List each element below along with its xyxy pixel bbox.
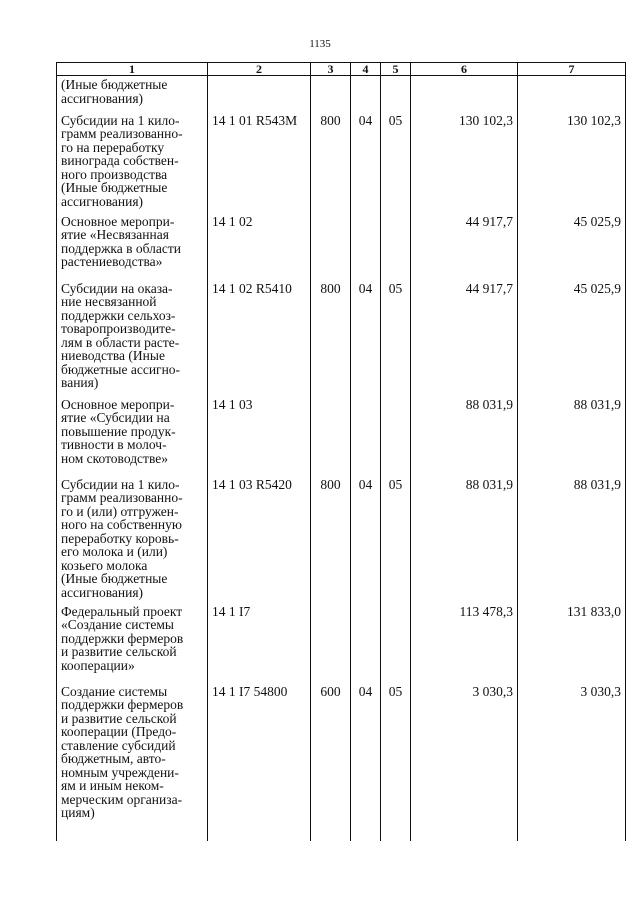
row-code: 14 1 01 R543M [208,110,311,211]
row-pr [381,211,411,278]
row-vr [311,211,351,278]
budget-table [56,62,626,841]
row-name: Основное меропри- ятие «Несвязанная поддержка в области растениеводства» [57,211,208,278]
row-pr: 05 [381,110,411,211]
row-vr: 800 [311,110,351,211]
row-name: Субсидии на оказа- ние несвязанной поддержки сельхоз- товаропроизводите- лям в области расте- ниеводства (Иные бюджетные ассигно- вания) [57,278,208,394]
row-sum-1: 44 917,7 [411,211,518,278]
table-row [57,211,626,278]
row-pr: 05 [381,278,411,394]
row-sum-2: 131 833,0 [518,601,626,681]
row-vr: 800 [311,474,351,601]
row-name: Федеральный проект «Создание системы поддержки фермеров и развитие сельской кооперации» [57,601,208,681]
row-sum-1: 88 031,9 [411,474,518,601]
row-sum-1: 88 031,9 [411,394,518,474]
row-name: Субсидии на 1 кило- грамм реализованно- го и (или) отгружен- ного на собственную переработку коровь- его молока и (или) козьего молока (Иные бюджетные ассигнования) [57,474,208,601]
col-header-6: 6 [411,63,518,76]
header-row [57,63,626,76]
row-rz: 04 [351,474,381,601]
row-rz: 04 [351,278,381,394]
row-rz [351,211,381,278]
col-header-5: 5 [381,63,411,76]
row-sum-2: 88 031,9 [518,474,626,601]
table-row [57,474,626,601]
row-pr [381,601,411,681]
col-header-4: 4 [351,63,381,76]
row-sum-1: 113 478,3 [411,601,518,681]
page-number: 1135 [309,38,331,50]
col-header-1: 1 [57,63,208,76]
table-row [57,76,626,110]
row-rz: 04 [351,681,381,841]
row-vr [311,394,351,474]
col-header-7: 7 [518,63,626,76]
row-name: Субсидии на 1 кило- грамм реализованно- го на переработку винограда собствен- ного производства (Иные бюджетные ассигнования) [57,110,208,211]
row-vr: 600 [311,681,351,841]
row-code [208,76,311,110]
row-sum-2: 3 030,3 [518,681,626,841]
table-row [57,601,626,681]
col-header-2: 2 [208,63,311,76]
row-sum-1: 130 102,3 [411,110,518,211]
row-code: 14 1 03 [208,394,311,474]
row-rz [351,394,381,474]
row-sum-1: 44 917,7 [411,278,518,394]
row-rz [351,601,381,681]
row-pr [381,394,411,474]
row-vr [311,76,351,110]
row-code: 14 1 03 R5420 [208,474,311,601]
col-header-3: 3 [311,63,351,76]
row-pr: 05 [381,681,411,841]
table-row [57,681,626,841]
row-sum-2 [518,76,626,110]
table-row [57,394,626,474]
row-vr: 800 [311,278,351,394]
row-sum-2: 88 031,9 [518,394,626,474]
row-vr [311,601,351,681]
row-name: (Иные бюджетные ассигнования) [57,76,208,110]
row-name: Основное меропри- ятие «Субсидии на повышение продук- тивности в молоч- ном скотоводстве» [57,394,208,474]
row-sum-1: 3 030,3 [411,681,518,841]
row-code: 14 1 I7 54800 [208,681,311,841]
row-name: Создание системы поддержки фермеров и развитие сельской кооперации (Предо- ставление субсидий бюджетным, авто- номным учреждени- ям и иным неком- мерческим организа- циям) [57,681,208,841]
table-row [57,278,626,394]
row-rz [351,76,381,110]
row-code: 14 1 02 R5410 [208,278,311,394]
row-sum-2: 45 025,9 [518,278,626,394]
row-sum-2: 130 102,3 [518,110,626,211]
row-code: 14 1 02 [208,211,311,278]
row-code: 14 1 I7 [208,601,311,681]
table-row [57,110,626,211]
row-pr [381,76,411,110]
row-rz: 04 [351,110,381,211]
row-pr: 05 [381,474,411,601]
row-sum-1 [411,76,518,110]
row-sum-2: 45 025,9 [518,211,626,278]
